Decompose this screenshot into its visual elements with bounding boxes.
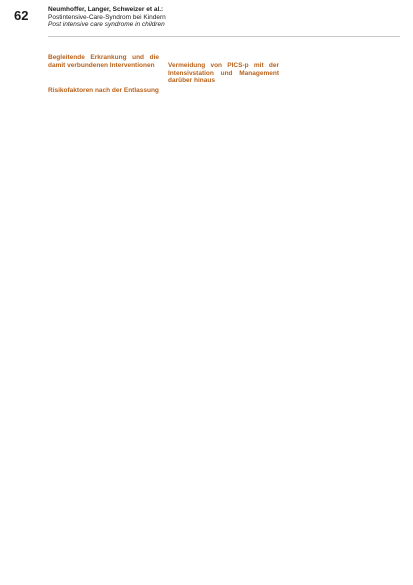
running-head-authors: Neumhoffer, Langer, Schweizer et al.:: [48, 6, 164, 13]
running-head-title-en: Post intensive care syndrome in children: [48, 21, 165, 29]
body-paragraph: [168, 95, 279, 96]
section-heading-comorbidity: Begleitende Erkrankung und die damit verbundenen Interventionen: [48, 54, 159, 69]
body-paragraph: [288, 66, 399, 67]
body-paragraph: [168, 91, 279, 92]
body-paragraph: [288, 54, 399, 55]
body-paragraph: [288, 62, 399, 63]
text-columns: [48, 54, 400, 566]
body-paragraph: [288, 58, 399, 59]
column-middle: [168, 54, 279, 566]
body-paragraph: [48, 97, 159, 98]
body-paragraph: [48, 75, 159, 76]
body-paragraph: [168, 87, 279, 88]
page-number: 62: [14, 8, 29, 23]
body-paragraph: [168, 54, 279, 55]
body-paragraph: [48, 79, 159, 80]
column-right: [288, 54, 399, 566]
section-heading-prevention: Vermeidung von PICS-p mit der Intensivstation und Management darüber hinaus: [168, 62, 279, 85]
section-heading-risk-factors: Risikofaktoren nach der Entlassung: [48, 87, 159, 95]
running-head-title-de: Postintensive-Care-Syndrom bei Kindern: [48, 13, 166, 21]
column-left: [48, 54, 159, 566]
header-divider: [48, 36, 400, 37]
running-head: [48, 6, 328, 29]
body-paragraph: [48, 71, 159, 72]
